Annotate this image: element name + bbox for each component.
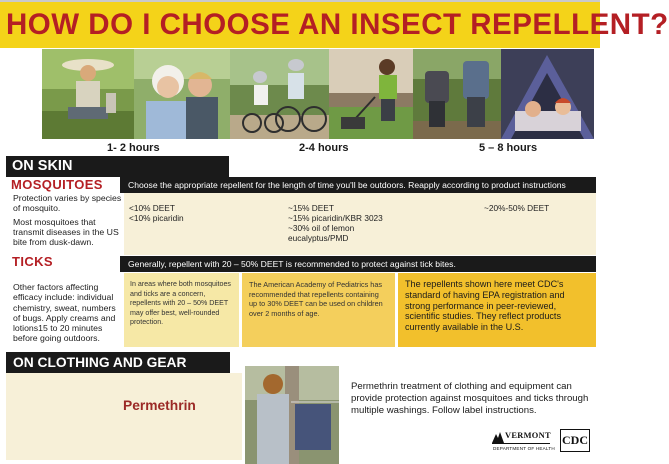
cyclists-photo	[230, 49, 329, 139]
permethrin-description: Permethrin treatment of clothing and equipment can provide protection against mosquitoes and ticks through multiple washings. Follow label instructions.	[351, 381, 589, 416]
duration-long-label: 5 – 8 hours	[479, 142, 538, 154]
dose-line: ~20%-50% DEET	[484, 203, 550, 213]
clothing-band	[6, 373, 242, 460]
dose-line: <10% picaridin	[129, 213, 184, 223]
mosquito-species-note: Protection varies by species of mosquito.	[13, 193, 122, 213]
on-skin-heading: ON SKIN	[6, 156, 229, 177]
dose-line: ~30% oil of lemon	[288, 223, 355, 233]
cdc-logo: CDC	[560, 429, 590, 452]
tent-photo	[501, 49, 594, 139]
vermont-health-logo	[492, 430, 556, 454]
mosquito-instruction-bar: Choose the appropriate repellent for the length of time you'll be outdoors. Reapply according to product instructions	[120, 177, 596, 193]
dose-line: <10% DEET	[129, 203, 175, 213]
gardener-photo	[42, 49, 134, 139]
mosquito-bite-time-note: Most mosquitoes that transmit diseases in the US bite from dusk-dawn.	[13, 217, 119, 247]
lawn-mower-photo	[329, 49, 413, 139]
vermont-logo-rule	[492, 443, 550, 444]
mosquitoes-heading: MOSQUITOES	[11, 177, 103, 192]
pediatrics-box: The American Academy of Pediatrics has recommended that repellents containing up to 30% DEET can be used on children over 2 months of age.	[242, 273, 395, 347]
permethrin-label: Permethrin	[123, 398, 196, 413]
tick-instruction-bar: Generally, repellent with 20 – 50% DEET is recommended to protect against tick bites.	[120, 256, 596, 272]
laundry-photo	[245, 366, 339, 464]
ticks-heading: TICKS	[12, 254, 53, 269]
dose-column-long	[484, 203, 584, 213]
dose-line: ~15% DEET	[288, 203, 334, 213]
clothing-heading: ON CLOTHING AND GEAR	[6, 352, 230, 373]
dose-column-medium	[288, 203, 438, 243]
combined-protection-box: In areas where both mosquitoes and ticks are a concern, repellents with 20 – 50% DEET may offer best, well-rounded protection.	[124, 273, 239, 347]
page-title: HOW DO I CHOOSE AN INSECT REPELLENT?	[6, 8, 669, 41]
vermont-name: VERMONT	[505, 431, 551, 440]
vermont-department: DEPARTMENT OF HEALTH	[493, 446, 555, 451]
cdc-standard-box: The repellents shown here meet CDC's standard of having EPA registration and strong performance in peer-reviewed, scientific studies. They reflect products currently available in the U.S.	[398, 273, 596, 347]
ticks-efficacy-note: Other factors affecting efficacy include: individual chemistry, sweat, numbers of bugs. Apply creams and lotions15 to 20 minutes before going outdoors.	[13, 282, 116, 344]
hikers-photo	[413, 49, 501, 139]
duration-short-label: 1- 2 hours	[107, 142, 160, 154]
grandparents-photo	[134, 49, 230, 139]
dose-line: ~15% picaridin/KBR 3023	[288, 213, 383, 223]
dose-line: eucalyptus/PMD	[288, 233, 349, 243]
vermont-mountain-icon	[492, 431, 504, 443]
dose-column-short	[129, 203, 259, 223]
duration-medium-label: 2-4 hours	[299, 142, 349, 154]
